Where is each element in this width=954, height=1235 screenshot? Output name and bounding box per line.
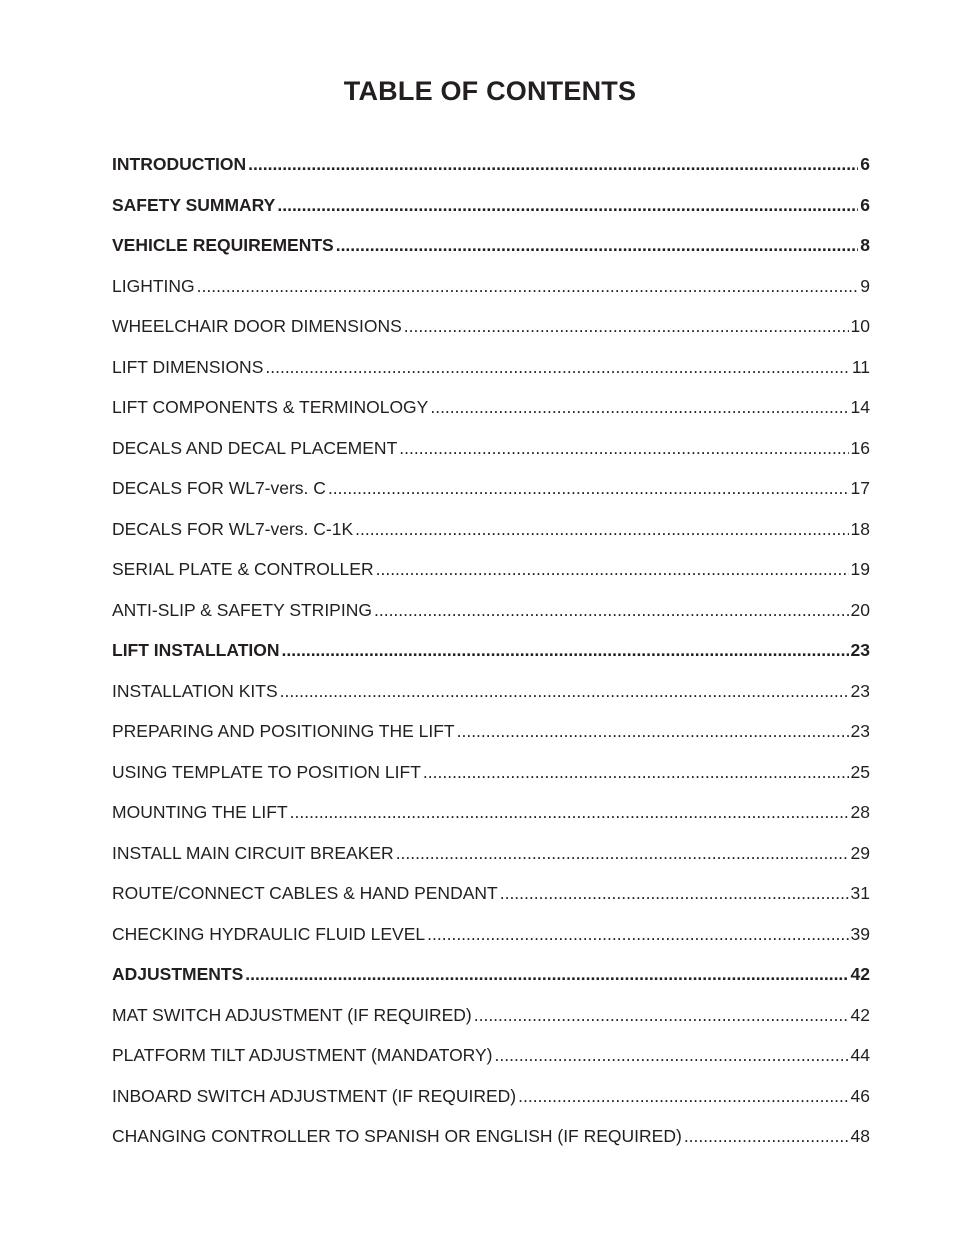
toc-entry-label: LIGHTING xyxy=(112,275,195,296)
toc-entry[interactable] xyxy=(112,1005,870,1046)
dot-leader xyxy=(427,924,848,945)
toc-entry-label: LIFT COMPONENTS & TERMINOLOGY xyxy=(112,397,429,417)
page-title: TABLE OF CONTENTS xyxy=(343,76,637,106)
toc-entry-label: USING TEMPLATE TO POSITION LIFT xyxy=(112,761,421,782)
toc-entry[interactable] xyxy=(112,640,870,681)
dot-leader xyxy=(277,195,858,216)
dot-leader xyxy=(245,964,848,985)
toc-entry-page: 42 xyxy=(850,1004,870,1025)
toc-entry[interactable] xyxy=(112,195,870,236)
toc-entry-page: 46 xyxy=(850,1085,870,1106)
toc-entry-page: 6 xyxy=(860,194,870,215)
dot-leader xyxy=(376,559,849,580)
toc-entry-label: ANTI-SLIP & SAFETY STRIPING xyxy=(112,599,372,620)
toc-entry-label: CHANGING CONTROLLER TO SPANISH OR ENGLISH (IF REQUIRED) xyxy=(112,1126,682,1146)
toc-entry-label: WHEELCHAIR DOOR DIMENSIONS xyxy=(112,316,402,336)
toc-entry[interactable] xyxy=(112,1045,870,1086)
toc-entry-page: 48 xyxy=(850,1126,870,1146)
dot-leader xyxy=(495,1045,849,1066)
toc-entry[interactable] xyxy=(112,1086,870,1127)
toc-entry[interactable] xyxy=(112,154,870,195)
dot-leader xyxy=(282,640,849,661)
dot-leader xyxy=(684,1126,849,1147)
toc-entry[interactable] xyxy=(112,883,870,924)
toc-entry-page: 20 xyxy=(850,599,870,620)
toc-entry[interactable] xyxy=(112,357,870,398)
toc-entry-page: 29 xyxy=(850,842,870,863)
toc-entry-label: LIFT INSTALLATION xyxy=(112,640,280,660)
toc-entry[interactable] xyxy=(112,316,870,357)
toc-entry-page: 23 xyxy=(850,721,870,741)
toc-entry-label: SERIAL PLATE & CONTROLLER xyxy=(112,559,374,579)
dot-leader xyxy=(474,1005,849,1026)
toc-entry[interactable] xyxy=(112,235,870,276)
dot-leader xyxy=(328,478,849,499)
dot-leader xyxy=(518,1086,848,1107)
toc-entry[interactable] xyxy=(112,843,870,884)
toc-entry[interactable] xyxy=(112,1126,870,1167)
dot-leader xyxy=(500,883,849,904)
toc-entry[interactable] xyxy=(112,802,870,843)
toc-entry-label: DECALS FOR WL7-vers. C xyxy=(112,478,326,498)
dot-leader xyxy=(430,397,848,418)
toc-entry-page: 42 xyxy=(850,964,870,984)
toc-entry-page: 17 xyxy=(850,478,870,498)
toc-entry-label: DECALS AND DECAL PLACEMENT xyxy=(112,437,398,458)
toc-entry[interactable] xyxy=(112,964,870,1005)
toc-entry-label: INSTALL MAIN CIRCUIT BREAKER xyxy=(112,842,394,863)
dot-leader xyxy=(399,438,848,459)
toc-entry[interactable] xyxy=(112,276,870,317)
dot-leader xyxy=(355,519,848,540)
toc-entry-page: 16 xyxy=(850,437,870,458)
toc-entry[interactable] xyxy=(112,438,870,479)
toc-entry[interactable] xyxy=(112,681,870,722)
toc-entry-page: 9 xyxy=(860,275,870,296)
toc-entry-page: 18 xyxy=(850,518,870,539)
dot-leader xyxy=(404,316,849,337)
dot-leader xyxy=(290,802,849,823)
toc-entry-page: 39 xyxy=(850,923,870,944)
toc-entry-page: 23 xyxy=(850,640,870,660)
dot-leader xyxy=(457,721,849,742)
toc-entry-label: INSTALLATION KITS xyxy=(112,680,278,701)
toc-entry-page: 14 xyxy=(850,397,870,417)
toc-entry-label: MAT SWITCH ADJUSTMENT (IF REQUIRED) xyxy=(112,1004,472,1025)
dot-leader xyxy=(423,762,849,783)
toc-entry-page: 8 xyxy=(860,235,870,255)
dot-leader xyxy=(336,235,859,256)
dot-leader xyxy=(197,276,859,297)
toc-entry-label: ADJUSTMENTS xyxy=(112,964,244,984)
toc-entry-page: 10 xyxy=(850,316,870,336)
toc-entry[interactable] xyxy=(112,762,870,803)
toc-entry-page: 6 xyxy=(860,154,870,174)
toc-entry-page: 23 xyxy=(850,680,870,701)
table-of-contents xyxy=(112,154,870,1167)
toc-entry[interactable] xyxy=(112,519,870,560)
dot-leader xyxy=(280,681,849,702)
toc-entry-page: 31 xyxy=(850,883,870,903)
dot-leader xyxy=(374,600,849,621)
toc-entry-label: DECALS FOR WL7-vers. C-1K xyxy=(112,518,354,539)
toc-entry[interactable] xyxy=(112,478,870,519)
toc-entry[interactable] xyxy=(112,397,870,438)
toc-entry-label: SAFETY SUMMARY xyxy=(112,194,276,215)
toc-entry[interactable] xyxy=(112,559,870,600)
toc-entry-page: 11 xyxy=(851,356,870,377)
toc-entry-label: ROUTE/CONNECT CABLES & HAND PENDANT xyxy=(112,883,498,903)
toc-entry-page: 19 xyxy=(850,559,870,579)
dot-leader xyxy=(265,357,849,378)
toc-entry-label: LIFT DIMENSIONS xyxy=(112,356,264,377)
toc-entry-label: MOUNTING THE LIFT xyxy=(112,802,288,822)
toc-entry-label: VEHICLE REQUIREMENTS xyxy=(112,235,334,255)
toc-entry-page: 25 xyxy=(850,761,870,782)
toc-entry-label: CHECKING HYDRAULIC FLUID LEVEL xyxy=(112,923,426,944)
toc-entry-label: INBOARD SWITCH ADJUSTMENT (IF REQUIRED) xyxy=(112,1085,517,1106)
toc-entry[interactable] xyxy=(112,924,870,965)
toc-entry-label: PREPARING AND POSITIONING THE LIFT xyxy=(112,721,455,741)
toc-entry[interactable] xyxy=(112,721,870,762)
toc-entry-page: 28 xyxy=(850,802,870,822)
toc-entry-page: 44 xyxy=(850,1045,870,1065)
toc-entry[interactable] xyxy=(112,600,870,641)
toc-entry-label: PLATFORM TILT ADJUSTMENT (MANDATORY) xyxy=(112,1045,493,1065)
toc-entry-label: INTRODUCTION xyxy=(112,154,247,174)
dot-leader xyxy=(396,843,849,864)
dot-leader xyxy=(248,154,858,175)
